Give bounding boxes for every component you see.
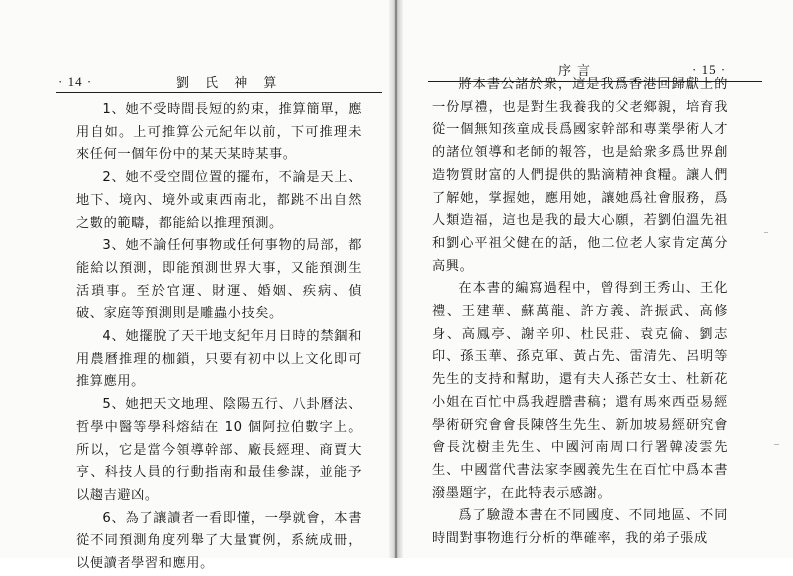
left-running-title: 劉 氏 神 算 <box>176 76 283 91</box>
list-item: 在本書的編寫過程中，曾得到王秀山、王化禮、王建華、蘇萬龍、許方義、許振武、高修身、高鳳亭、謝辛卯、杜民莊、袁克倫、劉志印、孫玉華、孫克軍、黃占先、雷清先、呂明等先生的支持和幫助，還有夫人孫芒女士、杜新花小姐在百忙中爲我趕謄書稿；還有馬來西亞易經學術研究會會長陳啓生先生、新加坡易經研究會會長沈樹圭先生、中國河南周口行署韓凌雲先生、中國當代書法家李國義先生在百忙中爲本書潑墨題字，在此特表示感謝。 <box>432 281 728 501</box>
scan-mark <box>774 444 779 445</box>
left-page-body <box>76 99 362 576</box>
right-page-number: · 15 · <box>692 62 727 77</box>
right-running-title: 序言 <box>558 64 597 79</box>
list-item: 5、她把天文地理、陰陽五行、八卦曆法、哲學中醫等學科熔結在 10 個阿拉伯數字上。所以，它是當今領導幹部、廠長經理、商賈大亨、科技人員的行動指南和最佳參謀，並能予以趨吉避凶。 <box>76 397 362 503</box>
gutter-shadow <box>395 0 397 558</box>
right-page <box>402 0 793 558</box>
list-item: 6、為了讓讀者一看即懂，一學就會，本書從不同預測角度列舉了大量實例，系統成冊，以便讀者學習和應用。 <box>76 510 362 572</box>
list-item: 1、她不受時間長短的約束，推算簡單，應用自如。上可推算公元紀年以前，下可推理未來任何一個年份中的某天某時某事。 <box>76 102 362 163</box>
left-header-rule <box>56 92 382 93</box>
list-item: 4、她擺脫了天干地支紀年月日時的禁錮和用農曆推理的枷鎖，只要有初中以上文化即可推算應用。 <box>76 329 362 390</box>
scan-mark <box>764 232 768 233</box>
left-page-number: · 14 · <box>58 74 93 89</box>
left-page <box>0 0 392 572</box>
list-item: 將本書公諸於衆，這是我爲香港回歸獻上的一份厚禮，也是對生我養我的父老鄉親，培育我從一個無知孩童成長爲國家幹部和專業學術人才的諸位領導和老師的報答，也是給衆多爲世界創造物質財富的人們提供的點滴精神食糧。讓人們了解她，掌握她，應用她，讓她爲社會服務，爲人類造福，這也是我的最大心願，若劉伯溫先祖和劉心平祖父健在的話，他二位老人家肯定萬分高興。 <box>432 77 728 274</box>
list-item: 爲了驗證本書在不同國度、不同地區、不同時間對事物進行分析的準確率，我的弟子張成 <box>432 508 728 547</box>
list-item: 3、她不論任何事物或任何事物的局部，都能給以預測，即能預測世界大事，又能預測生活瑣事。至於官運、財運、婚姻、疾病、偵破、家庭等預測則是雕蟲小技矣。 <box>76 238 362 322</box>
right-page-body <box>432 74 728 551</box>
list-item: 2、她不受空間位置的擺布，不論是天上、地下、境內、境外或東西南北，都跳不出自然之數的範疇，都能給以推理預測。 <box>76 170 362 231</box>
